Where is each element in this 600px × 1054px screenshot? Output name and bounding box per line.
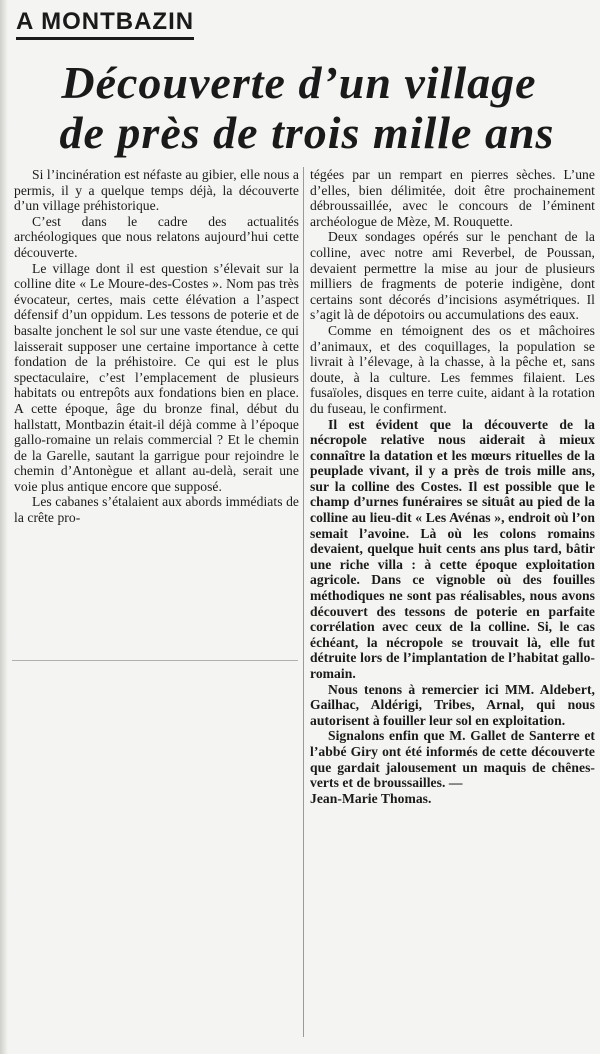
column-divider bbox=[303, 167, 304, 1037]
page-edge-shadow bbox=[0, 0, 8, 1054]
paragraph: tégées par un rempart en pierres sèches. L’une d’elles, bien délimitée, doit être prochainement débroussaillée, avec le concours de l’éminent archéologue de Mèze, M. Rouquette. bbox=[310, 167, 595, 229]
paragraph: Deux sondages opérés sur le penchant de la colline, avec notre ami Reverbel, de Poussan, devaient permettre la mise au jour de plusieurs milliers de fragments de poterie indigène, dont certains sont décorés d’incisions asymétriques. Il s’agit là de dépotoirs ou accumulations des eaux. bbox=[310, 229, 595, 323]
column-end-rule bbox=[12, 660, 298, 661]
bold-section bbox=[310, 417, 595, 807]
article-headline bbox=[10, 58, 600, 158]
article-column-right bbox=[310, 167, 595, 806]
paragraph: C’est dans le cadre des actualités archéologiques que nous relatons aujourd’hui cette découverte. bbox=[14, 213, 299, 260]
paragraph: Les cabanes s’étalaient aux abords immédiats de la crête pro- bbox=[14, 494, 299, 526]
author-signature: Jean-Marie Thomas. bbox=[310, 790, 432, 806]
article-column-left bbox=[14, 167, 299, 526]
paragraph: Nous tenons à remercier ici MM. Aldebert, Gailhac, Aldérigi, Tribes, Arnal, qui nous autorisent à fouiller leur sol en exploitation. bbox=[310, 681, 595, 728]
paragraph: Le village dont il est question s’élevait sur la colline dite « Le Moure-des-Costes ». Nom pas très évocateur, certes, mais cette élévation a l’aspect défensif d’un oppidum. Les tessons de poterie et de basalte jonchent le sol sur une vaste étendue, ce qui laisserait supposer une certaine importance à cette fondation de la préhistoire. Ce qui est le plus spectaculaire, c’est l’emplacement de plusieurs habitats ou entrepôts aux fondations bien en place. A cette époque, âge du bronze final, début du hallstatt, Montbazin était-il déjà comme à l’époque gallo-romaine un relais commercial ? Et le chemin de la Garelle, sautant la garrigue pour rejoindre le chemin d’Antonègue et allant au-delà, serait une voie plus antique encore que supposé. bbox=[14, 260, 299, 494]
paragraph: Signalons enfin que M. Gallet de Santerre et l’abbé Giry ont été informés de cette découverte que gardait jalousement un maquis de chênes-verts et de broussailles. — bbox=[310, 728, 595, 791]
paragraph: Si l’incinération est néfaste au gibier, elle nous a permis, il y a quelque temps déjà, la découverte d’un village préhistorique. bbox=[14, 167, 299, 214]
section-rubric: A MONTBAZIN bbox=[16, 8, 194, 40]
headline-line-2: de près de trois mille ans bbox=[59, 107, 555, 158]
paragraph: Il est évident que la découverte de la nécropole relative nous aiderait à mieux connaître la datation et les mœurs rituelles de la peuplade vivant, il y a près de trois mille ans, sur la colline des Costes. Il est possible que le champ d’urnes funéraires se situât au pied de la colline au lieu-dit « Les Avénas », endroit où l’on semait l’avoine. Là où les colons romains devaient, quelque huit cents ans plus tard, bâtir une riche villa : à cette époque exploitation agricole. Dans ce vignoble où des fouilles méthodiques ne sont pas réalisables, nous avons découvert des tessons de poterie en parfaite corrélation avec ceux de la colline. Si, le cas échéant, la nécropole se trouvait là, elle fut détruite lors de l’implantation de l’habitat gallo-romain. bbox=[310, 416, 595, 681]
headline-line-1: Découverte d’un village bbox=[61, 57, 537, 108]
paragraph: Comme en témoignent des os et mâchoires d’animaux, et des coquillages, la population se livrait à l’élevage, à la chasse, à la pêche et, sans doute, à la culture. Les femmes filaient. Les fusaïoles, disques en terre cuite, aidant à la rotation du fuseau, le confirment. bbox=[310, 322, 595, 416]
